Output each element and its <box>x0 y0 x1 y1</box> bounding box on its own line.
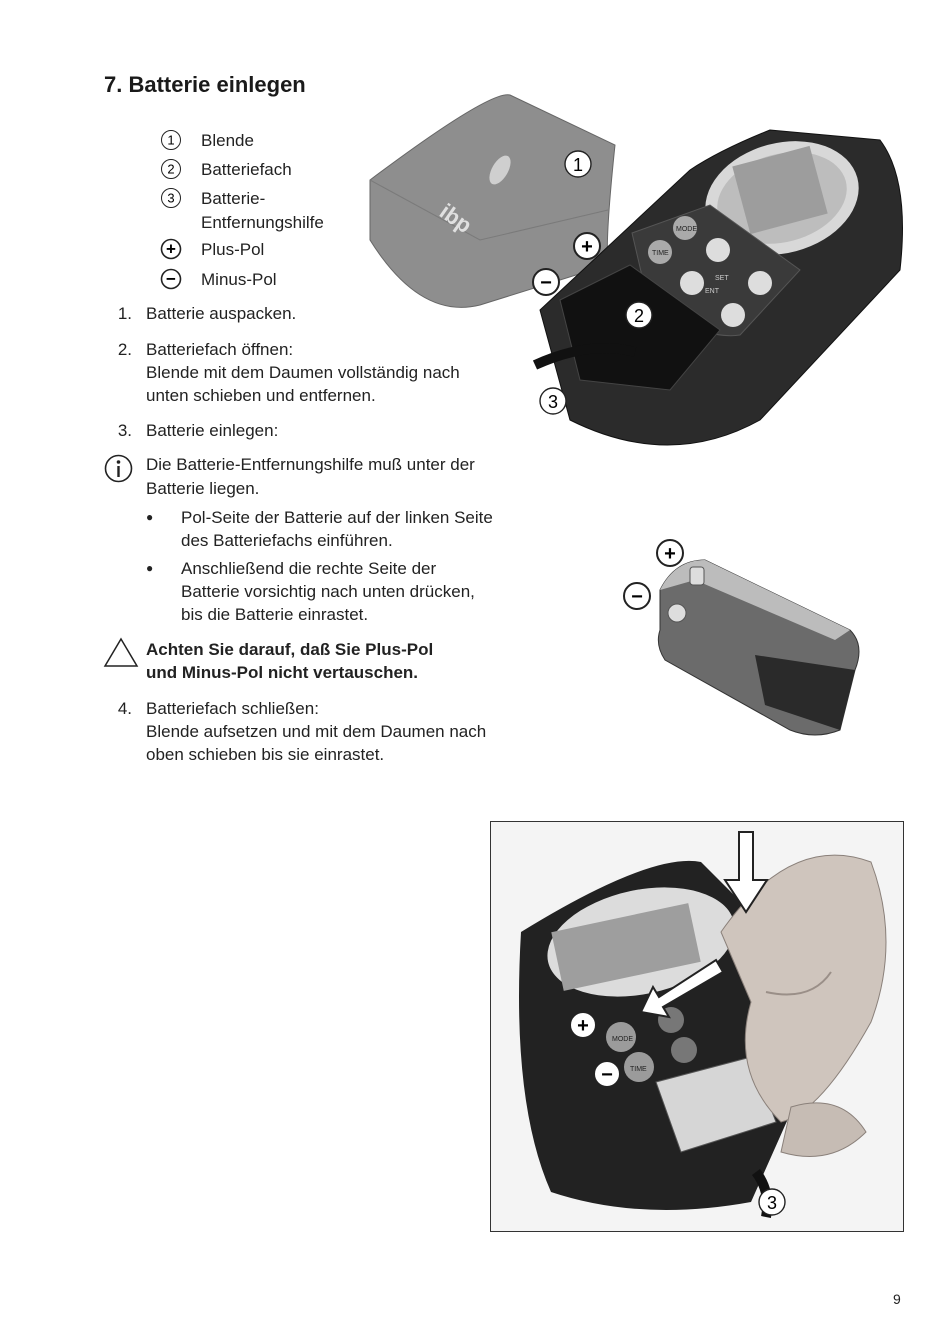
info-icon <box>104 454 133 483</box>
plus-callout-label: + <box>581 236 593 258</box>
plus-pole-icon <box>160 238 182 260</box>
plus-callout-label: + <box>577 1015 589 1037</box>
legend-item <box>160 268 277 292</box>
minus-callout-label: − <box>631 586 643 608</box>
step-text: Blende aufsetzen und mit dem Daumen nach <box>146 722 487 741</box>
info-text: Die Batterie-Entfernungshilfe muß unter der <box>146 455 475 474</box>
number-circle-icon <box>160 187 182 209</box>
number-circle-icon <box>160 129 182 151</box>
plus-callout-label: + <box>664 543 676 565</box>
set-button-label: SET <box>715 275 729 282</box>
bullet-text: Batterie vorsichtig nach unten drücken, <box>181 582 475 601</box>
logo-text: ibp <box>435 198 477 239</box>
bullet-text: bis die Batterie einrastet. <box>181 605 369 624</box>
page-number: 9 <box>893 1291 901 1307</box>
step-number: 2. <box>117 340 132 359</box>
step-text: Batterie einlegen: <box>146 421 279 440</box>
step-text: Batteriefach schließen: <box>146 699 319 718</box>
callout-2-label: 2 <box>633 306 645 326</box>
step-text: Batterie auspacken. <box>146 304 297 323</box>
info-text: Batterie liegen. <box>146 479 260 498</box>
step-number: 3. <box>117 421 132 440</box>
legend-item <box>160 158 292 182</box>
legend-symbol: 3 <box>167 190 175 206</box>
step-number: 4. <box>117 699 132 718</box>
time-button-label: TIME <box>630 1066 647 1073</box>
mode-button-label: MODE <box>676 226 697 233</box>
legend-symbol: − <box>166 269 176 289</box>
legend-label: Plus-Pol <box>201 240 265 259</box>
legend-item <box>160 187 324 235</box>
device-illustration <box>350 90 920 460</box>
callout-1-label: 1 <box>572 155 584 175</box>
callout-3-label: 3 <box>547 392 559 412</box>
bullet-icon: ● <box>146 510 154 524</box>
step-text: Batteriefach öffnen: <box>146 340 294 359</box>
photo-frame <box>490 821 904 1232</box>
battery-illustration <box>615 535 865 745</box>
time-button-label: TIME <box>652 250 669 257</box>
legend-label: Blende <box>201 131 254 150</box>
insertion-photo <box>491 822 903 1231</box>
legend-label: Batterie- Entfernungshilfe <box>201 189 324 232</box>
callout-3-label: 3 <box>766 1193 778 1213</box>
step-text: unten schieben und entfernen. <box>146 386 376 405</box>
section-heading: 7. Batterie einlegen <box>104 72 306 97</box>
bullet-text: Pol-Seite der Batterie auf der linken Seite <box>181 508 493 527</box>
legend-symbol: 2 <box>167 161 175 177</box>
ent-button-label: ENT <box>705 288 719 295</box>
minus-callout-label: − <box>540 272 552 294</box>
bullet-icon: ● <box>146 561 154 575</box>
bullet-text: des Batteriefachs einführen. <box>181 531 393 550</box>
legend-label: Batteriefach <box>201 160 292 179</box>
minus-pole-icon <box>160 268 182 290</box>
number-circle-icon <box>160 158 182 180</box>
warning-icon <box>103 637 139 668</box>
warning-text: und Minus-Pol nicht vertauschen. <box>146 663 419 682</box>
legend-label: Minus-Pol <box>201 270 277 289</box>
minus-callout-label: − <box>601 1064 613 1086</box>
step-text: oben schieben bis sie einrastet. <box>146 745 385 764</box>
legend-symbol: 1 <box>167 132 175 148</box>
mode-button-label: MODE <box>612 1036 633 1043</box>
legend-item <box>160 238 264 262</box>
step-text: Blende mit dem Daumen vollständig nach <box>146 363 460 382</box>
warning-text: Achten Sie darauf, daß Sie Plus-Pol <box>146 640 434 659</box>
step-number: 1. <box>117 304 132 323</box>
legend-symbol: + <box>166 239 176 259</box>
legend-item <box>160 129 254 153</box>
bullet-text: Anschließend die rechte Seite der <box>181 559 437 578</box>
